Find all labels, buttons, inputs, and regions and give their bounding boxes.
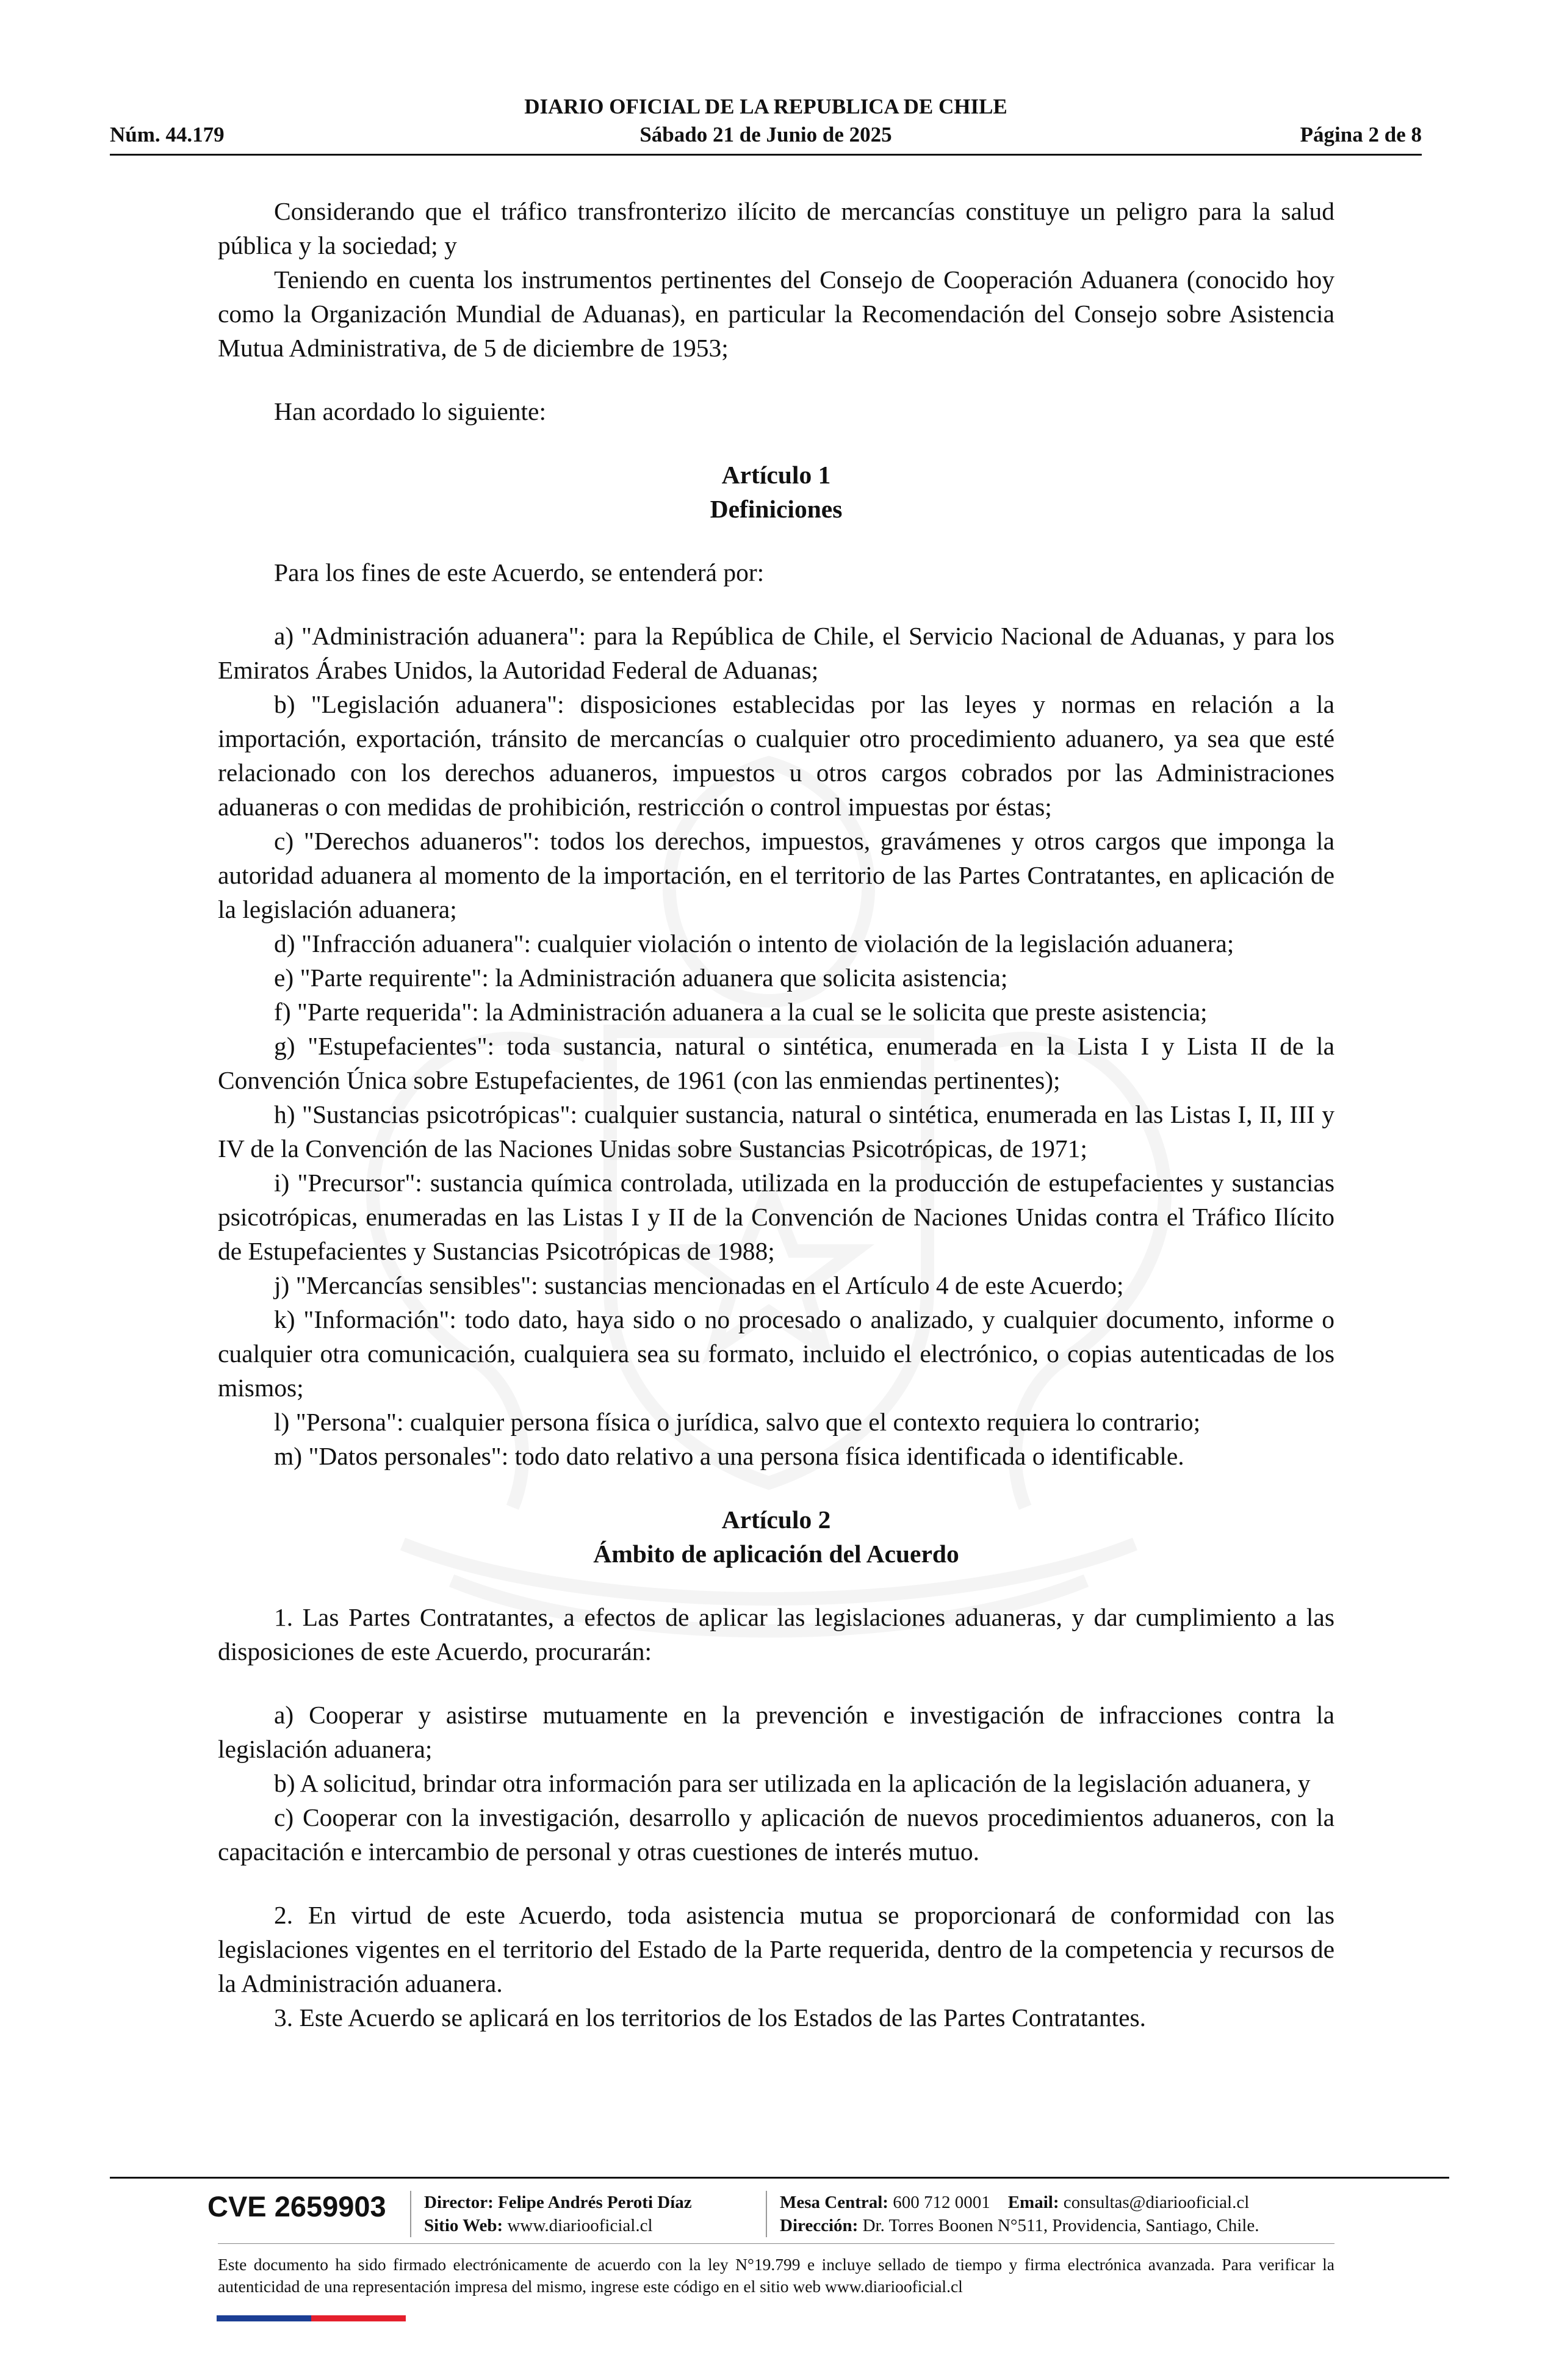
newspaper-title: DIARIO OFICIAL DE LA REPUBLICA DE CHILE bbox=[524, 95, 1007, 118]
footer-separator bbox=[410, 2191, 411, 2237]
header-divider bbox=[110, 154, 1422, 156]
definition-item: b) "Legislación aduanera": disposiciones establecidas por las leyes y normas en relación a la importación, exportación, tránsito de mercancías o cualquier otro procedimiento aduanero, ya sea que esté relacionado con los derechos aduaneros, impuestos u otros cargos cobrados por las Administraciones aduaneras o con medidas de prohibición, restricción o control impuestas por éstas; bbox=[218, 690, 1334, 821]
article-1-title: Artículo 1 bbox=[721, 461, 831, 489]
address-label: Dirección: bbox=[780, 2216, 859, 2235]
definition-item: j) "Mercancías sensibles": sustancias mencionadas en el Artículo 4 de este Acuerdo; bbox=[274, 1271, 1124, 1299]
director-label: Director: bbox=[424, 2193, 494, 2212]
phone-number: 600 712 0001 bbox=[893, 2193, 990, 2212]
article-1-intro: Para los fines de este Acuerdo, se entenderá por: bbox=[274, 558, 765, 586]
definition-item: k) "Información": todo dato, haya sido o no procesado o analizado, y cualquier documento, informe o cualquier otra comunicación, cualquiera sea su formato, incluido el electrónico, o copias autenticadas de los mismos; bbox=[218, 1305, 1334, 1402]
flag-stripe-blue bbox=[217, 2315, 311, 2321]
definition-item: m) "Datos personales": todo dato relativo a una persona física identificada o identificable. bbox=[274, 1442, 1184, 1470]
definition-item: g) "Estupefacientes": toda sustancia, natural o sintética, enumerada en la Lista I y Lista II de la Convención Única sobre Estupefacientes, de 1961 (con las enmiendas pertinentes); bbox=[218, 1032, 1334, 1094]
cve-code: CVE 2659903 bbox=[207, 2190, 386, 2223]
page-header bbox=[110, 95, 1422, 156]
page-number: Página 2 de 8 bbox=[1300, 123, 1422, 146]
paragraph: 1. Las Partes Contratantes, a efectos de aplicar las legislaciones aduaneras, y dar cumplimiento a las disposiciones de este Acuerdo, procurarán: bbox=[218, 1603, 1334, 1665]
site-link[interactable]: www.diariooficial.cl bbox=[507, 2216, 653, 2235]
article-2-title: Artículo 2 bbox=[721, 1506, 831, 1534]
definition-item: h) "Sustancias psicotrópicas": cualquier sustancia, natural o sintética, enumerada en las Listas I, II, III y IV de la Convención de las Naciones Unidas sobre Sustancias Psicotrópicas, de 1971; bbox=[218, 1100, 1334, 1163]
definition-item: e) "Parte requirente": la Administración aduanera que solicita asistencia; bbox=[274, 964, 1008, 992]
footer-divider bbox=[110, 2177, 1449, 2179]
paragraph: 3. Este Acuerdo se aplicará en los territorios de los Estados de las Partes Contratantes. bbox=[274, 2003, 1147, 2032]
paragraph: Han acordado lo siguiente: bbox=[274, 397, 546, 425]
paragraph: Considerando que el tráfico transfronterizo ilícito de mercancías constituye un peligro para la salud pública y la sociedad; y bbox=[218, 197, 1334, 259]
footer-director-block bbox=[424, 2191, 692, 2237]
address-text: Dr. Torres Boonen N°511, Providencia, Santiago, Chile. bbox=[862, 2216, 1259, 2235]
article-2-subtitle: Ámbito de aplicación del Acuerdo bbox=[593, 1540, 959, 1568]
paragraph: 2. En virtud de este Acuerdo, toda asistencia mutua se proporcionará de conformidad con las legislaciones vigentes en el territorio del Estado de la Parte requerida, dentro de la competencia y recursos de la Administración aduanera. bbox=[218, 1901, 1334, 1997]
definition-item: f) "Parte requerida": la Administración aduanera a la cual se le solicita que preste asistencia; bbox=[274, 998, 1208, 1026]
site-label: Sitio Web: bbox=[424, 2216, 503, 2235]
list-item: a) Cooperar y asistirse mutuamente en la prevención e investigación de infracciones contra la legislación aduanera; bbox=[218, 1701, 1334, 1763]
document-body bbox=[218, 194, 1334, 2035]
footer-contact-block bbox=[780, 2191, 1259, 2237]
email-link[interactable]: consultas@diariooficial.cl bbox=[1063, 2193, 1250, 2212]
legal-notice: Este documento ha sido firmado electrónicamente de acuerdo con la ley N°19.799 e incluye sellado de tiempo y firma electrónica avanzada. Para verificar la autenticidad de una representación impresa del mismo, ingrese este código en el sitio web www.diariooficial.cl bbox=[218, 2255, 1334, 2296]
definition-item: a) "Administración aduanera": para la República de Chile, el Servicio Nacional de Aduanas, y para los Emiratos Árabes Unidos, la Autoridad Federal de Aduanas; bbox=[218, 622, 1334, 684]
flag-stripe-red bbox=[311, 2315, 406, 2321]
definition-item: c) "Derechos aduaneros": todos los derechos, impuestos, gravámenes y otros cargos que imponga la autoridad aduanera al momento de la importación, en el territorio de las Partes Contratantes, en aplicación de la legislación aduanera; bbox=[218, 827, 1334, 923]
list-item: c) Cooperar con la investigación, desarrollo y aplicación de nuevos procedimientos aduaneros, con la capacitación e intercambio de personal y otras cuestiones de interés mutuo. bbox=[218, 1803, 1334, 1866]
issue-number: Núm. 44.179 bbox=[110, 123, 225, 146]
phone-label: Mesa Central: bbox=[780, 2193, 888, 2212]
footer-separator bbox=[766, 2191, 767, 2237]
list-item: b) A solicitud, brindar otra información para ser utilizada en la aplicación de la legislación aduanera, y bbox=[274, 1769, 1311, 1797]
article-1-subtitle: Definiciones bbox=[710, 495, 843, 523]
definition-item: l) "Persona": cualquier persona física o jurídica, salvo que el contexto requiera lo contrario; bbox=[274, 1408, 1201, 1436]
email-label: Email: bbox=[1007, 2193, 1059, 2212]
definition-item: i) "Precursor": sustancia química controlada, utilizada en la producción de estupefacientes y sustancias psicotrópicas, enumeradas en las Listas I y II de la Convención de Naciones Unidas contra el Tráfico Ilícito de Estupefacientes y Sustancias Psicotrópicas de 1988; bbox=[218, 1169, 1334, 1265]
footer-thin-divider bbox=[218, 2243, 1334, 2244]
paragraph: Teniendo en cuenta los instrumentos pertinentes del Consejo de Cooperación Aduanera (conocido hoy como la Organización Mundial de Aduanas), en particular la Recomendación del Consejo sobre Asistencia Mutua Administrativa, de 5 de diciembre de 1953; bbox=[218, 265, 1334, 362]
director-name: Felipe Andrés Peroti Díaz bbox=[498, 2193, 692, 2212]
issue-date: Sábado 21 de Junio de 2025 bbox=[639, 123, 892, 146]
definition-item: d) "Infracción aduanera": cualquier violación o intento de violación de la legislación aduanera; bbox=[274, 929, 1234, 957]
